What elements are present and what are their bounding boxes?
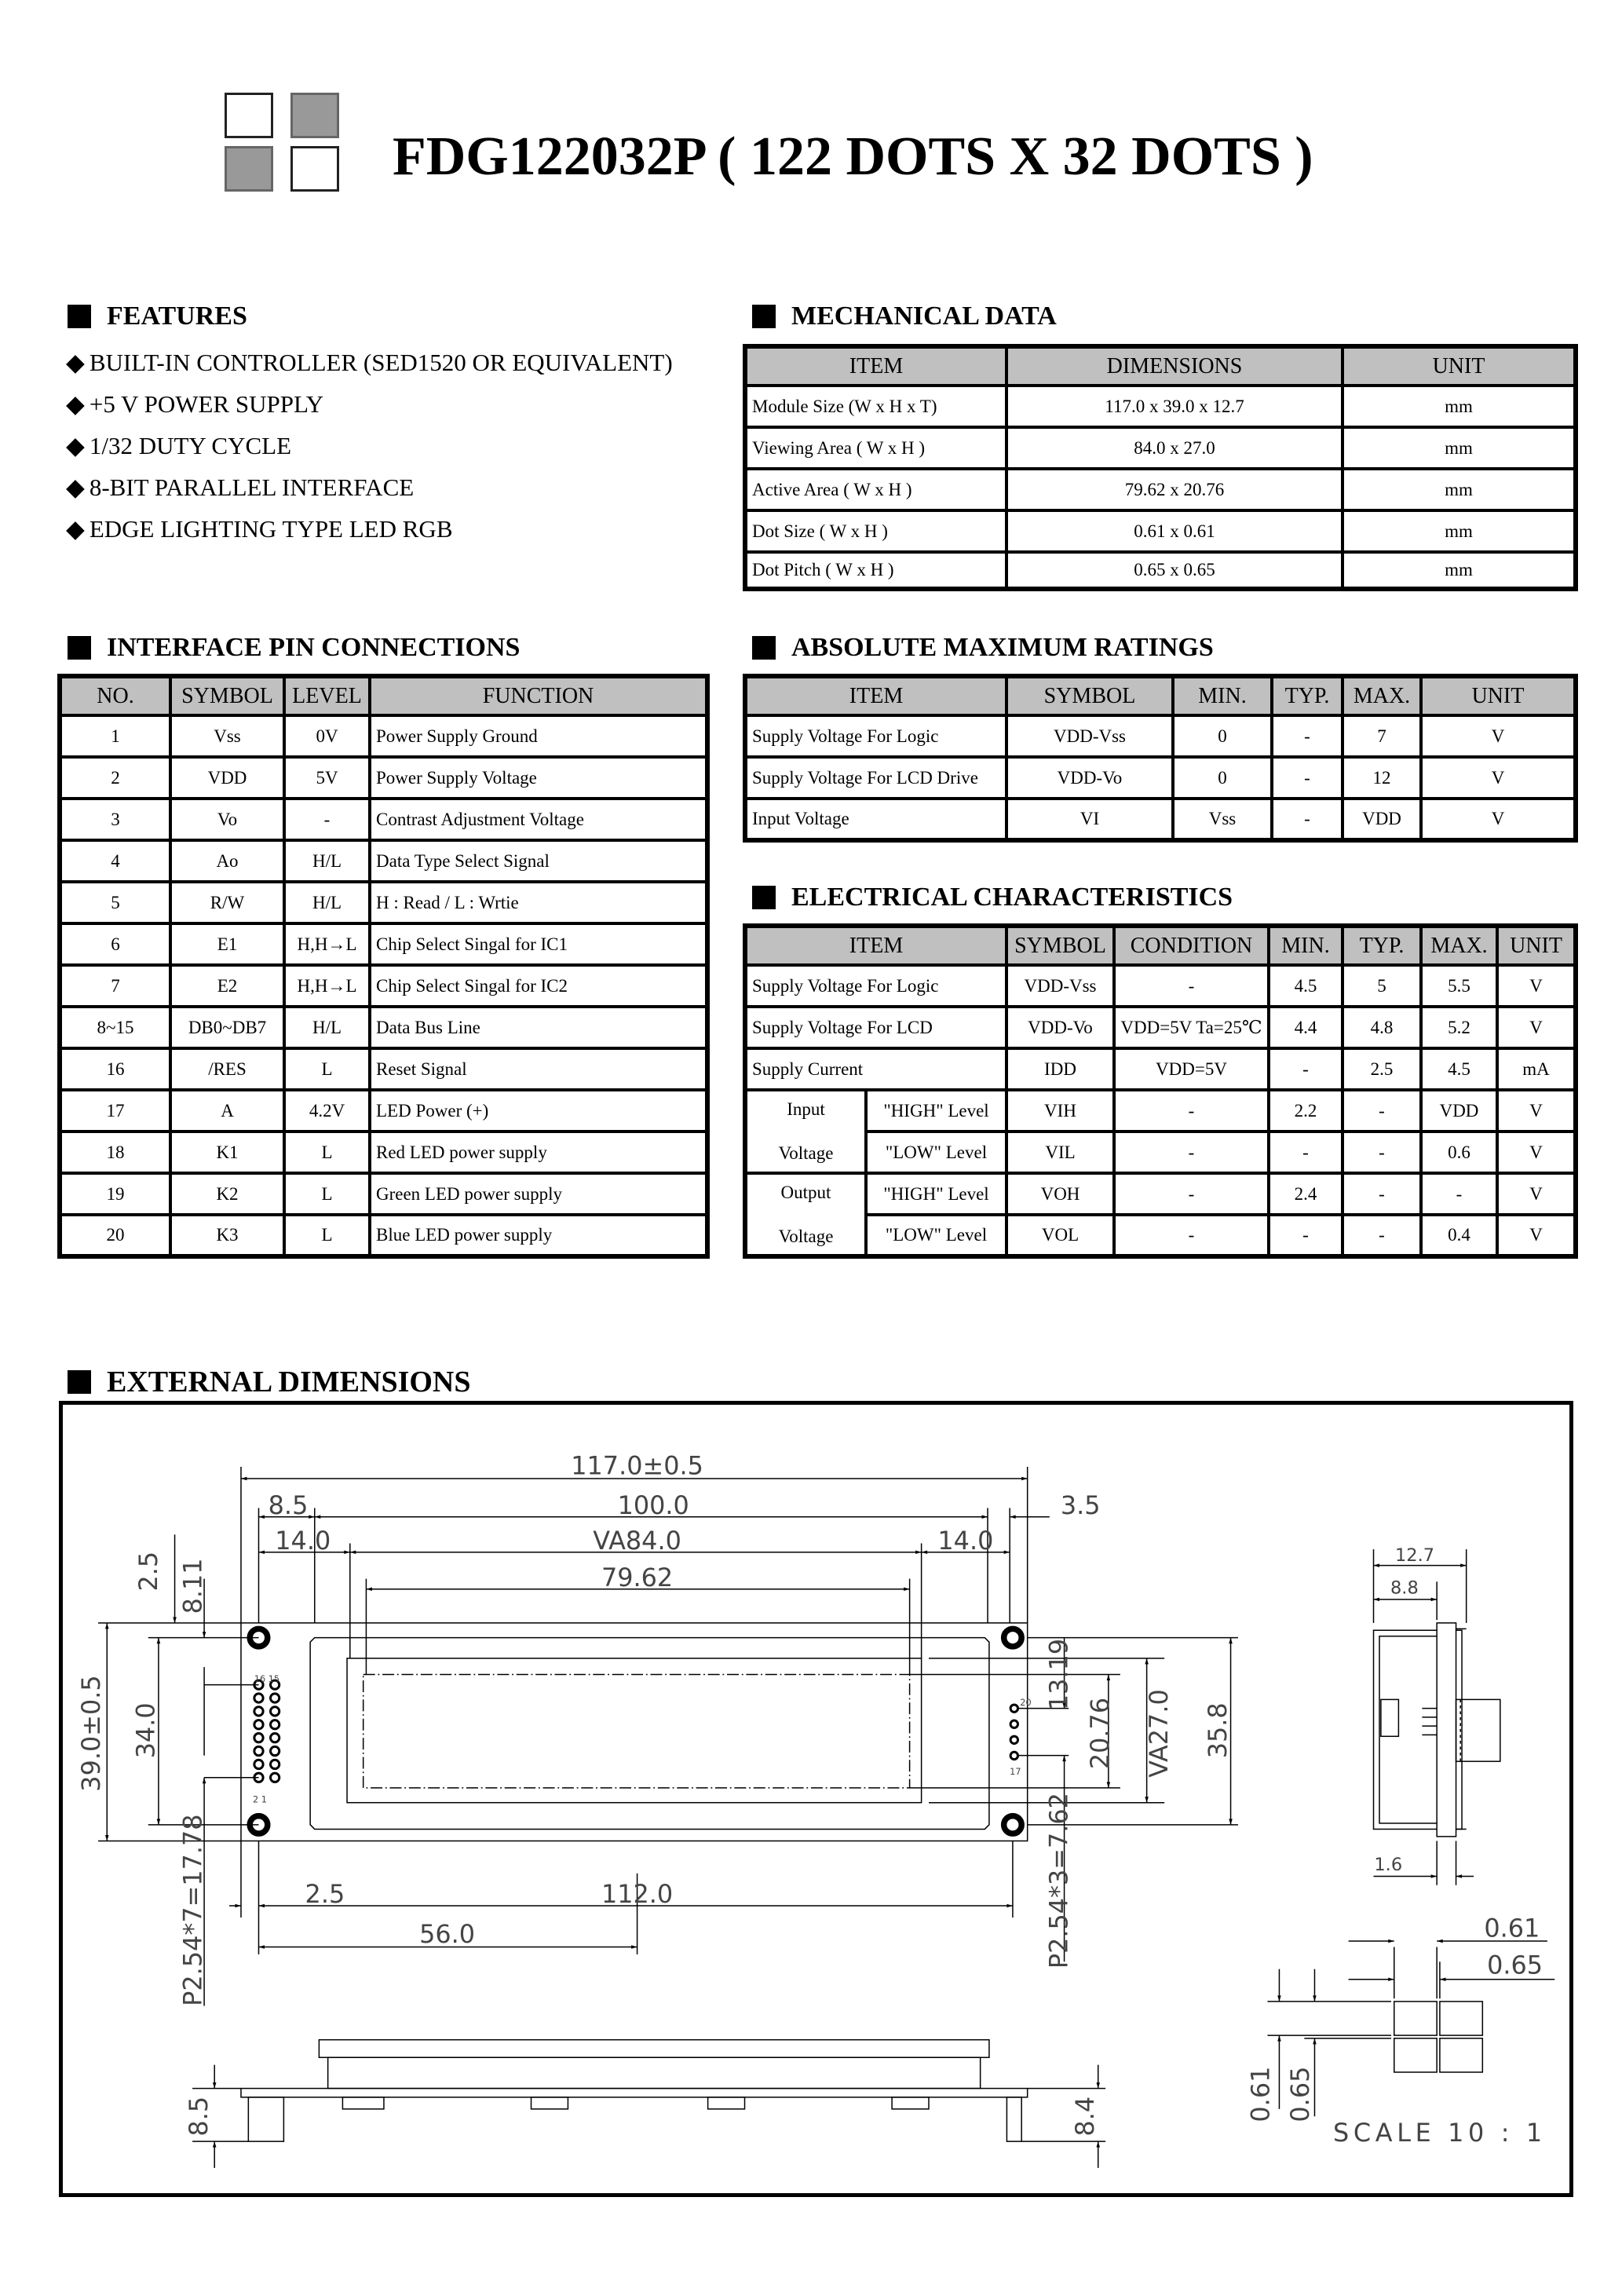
- logo-square: [290, 93, 339, 138]
- pin-hole: [270, 1760, 279, 1768]
- pin-hole: [254, 1694, 263, 1702]
- table-cell: -: [1272, 757, 1343, 799]
- table-row: [745, 799, 1576, 840]
- column-header: ITEM: [745, 346, 1006, 386]
- table-cell: VIL: [1006, 1132, 1114, 1173]
- table-cell: Dot Size ( W x H ): [745, 510, 1006, 552]
- external-dimensions-drawing: [59, 1401, 1573, 2197]
- table-row: [60, 1090, 707, 1132]
- table-cell: VIH: [1006, 1090, 1114, 1132]
- table-cell: 4.2V: [284, 1090, 370, 1132]
- table-cell: IDD: [1006, 1048, 1114, 1090]
- table-cell: Chip Select Singal for IC2: [370, 965, 707, 1007]
- right-side-view: [1374, 1549, 1500, 1885]
- features-heading-text: FEATURES: [107, 302, 247, 331]
- table-cell: 5: [1343, 965, 1421, 1007]
- column-header: MAX.: [1421, 926, 1497, 965]
- table-cell: Active Area ( W x H ): [745, 469, 1006, 510]
- header-row: [60, 676, 707, 715]
- table-cell: 2.5: [1343, 1048, 1421, 1090]
- table-cell: H/L: [284, 840, 370, 882]
- table-cell: H : Read / L : Wrtie: [370, 882, 707, 923]
- dimension-labels: [76, 1450, 1547, 2148]
- mechanical-heading: [752, 302, 1057, 331]
- table-cell: V: [1497, 1007, 1576, 1048]
- mechanical-heading-text: MECHANICAL DATA: [791, 302, 1057, 331]
- column-header: TYP.: [1272, 676, 1343, 715]
- table-cell: H,H→L: [284, 923, 370, 965]
- column-header: SYMBOL: [1006, 926, 1114, 965]
- dim-label: 112.0: [601, 1879, 674, 1910]
- table-cell: V: [1497, 1132, 1576, 1173]
- logo-square: [290, 146, 339, 192]
- dim-label: 79.62: [601, 1562, 674, 1592]
- feature-text: 1/32 DUTY CYCLE: [89, 432, 292, 459]
- table-row: [60, 1132, 707, 1173]
- header-row: [745, 676, 1576, 715]
- table-cell: K2: [170, 1173, 284, 1215]
- column-header: UNIT: [1497, 926, 1576, 965]
- bezel-outline: [310, 1638, 989, 1830]
- table-row: [745, 1215, 1576, 1256]
- table-cell: VDD=5V: [1114, 1048, 1269, 1090]
- table-cell: A: [170, 1090, 284, 1132]
- pin-label: 16 15: [254, 1673, 280, 1684]
- table-cell: 5V: [284, 757, 370, 799]
- feature-text: 8-BIT PARALLEL INTERFACE: [89, 473, 415, 501]
- square-bullet-icon: [68, 305, 91, 328]
- table-cell: 19: [60, 1173, 170, 1215]
- table-row: [60, 1048, 707, 1090]
- table-cell: VDD: [1343, 799, 1421, 840]
- table-cell: Blue LED power supply: [370, 1215, 707, 1256]
- table-row: [745, 386, 1576, 427]
- square-bullet-icon: [752, 305, 776, 328]
- table-cell: V: [1421, 799, 1576, 840]
- table-cell: Data Type Select Signal: [370, 840, 707, 882]
- dimension-drawing-svg: [63, 1405, 1569, 2193]
- table-cell: VI: [1006, 799, 1173, 840]
- table-cell: V: [1497, 1090, 1576, 1132]
- dim-label: P2.54*3=7.62: [1043, 1793, 1074, 1969]
- table-cell: Data Bus Line: [370, 1007, 707, 1048]
- diamond-bullet-icon: ◆: [66, 390, 85, 418]
- diamond-bullet-icon: ◆: [66, 515, 85, 543]
- pin-hole: [254, 1720, 263, 1729]
- pin-hole: [1010, 1720, 1017, 1727]
- dim-label: 2.5: [305, 1879, 345, 1910]
- table-row: [745, 552, 1576, 589]
- absmax-heading-text: ABSOLUTE MAXIMUM RATINGS: [791, 633, 1214, 662]
- table-cell: VDD-Vss: [1006, 715, 1173, 757]
- table-row: [60, 882, 707, 923]
- table-cell: mm: [1343, 552, 1576, 589]
- group-label-top: Input: [787, 1099, 825, 1119]
- dim-label: 8.4: [1070, 2096, 1101, 2137]
- table-cell: Reset Signal: [370, 1048, 707, 1090]
- column-header: FUNCTION: [370, 676, 707, 715]
- dim-label: 0.65: [1487, 1950, 1543, 1980]
- feature-text: BUILT-IN CONTROLLER (SED1520 OR EQUIVALENT): [89, 349, 673, 376]
- table-cell: 7: [60, 965, 170, 1007]
- table-cell: 79.62 x 20.76: [1006, 469, 1343, 510]
- pin-label: 2 1: [252, 1794, 267, 1805]
- table-cell: Module Size (W x H x T): [745, 386, 1006, 427]
- table-cell: Ao: [170, 840, 284, 882]
- item-cell: Supply Voltage For LCD: [745, 1007, 1006, 1048]
- dim-label: 12.7: [1394, 1545, 1435, 1567]
- table-row: [745, 469, 1576, 510]
- column-header: NO.: [60, 676, 170, 715]
- dim-label: 0.61: [1245, 2066, 1276, 2122]
- table-row: [745, 757, 1576, 799]
- table-cell: V: [1497, 965, 1576, 1007]
- mechanical-data-table: [743, 344, 1578, 591]
- table-cell: Input Voltage: [745, 799, 1006, 840]
- table-cell: mm: [1343, 386, 1576, 427]
- feature-item: [66, 349, 673, 377]
- column-header: MAX.: [1343, 676, 1421, 715]
- dim-label: 8.5: [268, 1490, 309, 1521]
- column-header: DIMENSIONS: [1006, 346, 1343, 386]
- table-cell: 1: [60, 715, 170, 757]
- table-cell: VDD=5V Ta=25℃: [1114, 1007, 1269, 1048]
- table-cell: Chip Select Singal for IC1: [370, 923, 707, 965]
- dim-label: 56.0: [419, 1918, 476, 1949]
- feature-text: EDGE LIGHTING TYPE LED RGB: [89, 515, 453, 543]
- dim-label: 117.0±0.5: [571, 1450, 703, 1481]
- table-cell: /RES: [170, 1048, 284, 1090]
- table-cell: L: [284, 1132, 370, 1173]
- dim-label: 20.76: [1084, 1697, 1115, 1770]
- dim-label: 8.11: [177, 1558, 208, 1614]
- pin-hole: [270, 1707, 279, 1716]
- column-header: ITEM: [745, 926, 1006, 965]
- table-row: [60, 923, 707, 965]
- absolute-max-ratings-table: [743, 674, 1578, 843]
- table-row: [60, 1215, 707, 1256]
- page-title: FDG122032P ( 122 DOTS X 32 DOTS ): [393, 126, 1313, 187]
- group-label-top: Output: [780, 1182, 831, 1202]
- table-row: [745, 1090, 1576, 1132]
- table-row: [745, 1132, 1576, 1173]
- table-cell: K3: [170, 1215, 284, 1256]
- pin-hole: [1010, 1705, 1017, 1712]
- table-cell: V: [1421, 715, 1576, 757]
- table-cell: Dot Pitch ( W x H ): [745, 552, 1006, 589]
- pin-hole: [270, 1773, 279, 1782]
- table-cell: VDD-Vo: [1006, 1007, 1114, 1048]
- table-cell: 18: [60, 1132, 170, 1173]
- table-cell: -: [1269, 1215, 1343, 1256]
- table-cell: 16: [60, 1048, 170, 1090]
- pin-hole: [254, 1734, 263, 1742]
- table-cell: 117.0 x 39.0 x 12.7: [1006, 386, 1343, 427]
- group-label-bottom: Voltage: [778, 1143, 834, 1163]
- table-row: [60, 840, 707, 882]
- pin-hole: [254, 1746, 263, 1755]
- pin-connections-table: [57, 674, 710, 1259]
- table-cell: -: [1272, 799, 1343, 840]
- table-cell: 2: [60, 757, 170, 799]
- pin-hole: [270, 1734, 279, 1742]
- table-cell: 7: [1343, 715, 1421, 757]
- item-cell: Supply Current: [745, 1048, 1006, 1090]
- header-row: [745, 346, 1576, 386]
- bottom-side-view: [192, 2040, 1105, 2168]
- feature-item: [66, 432, 291, 460]
- table-row: [60, 965, 707, 1007]
- diamond-bullet-icon: ◆: [66, 349, 85, 376]
- table-row: [745, 1048, 1576, 1090]
- pin-hole: [270, 1746, 279, 1755]
- table-row: [60, 799, 707, 840]
- dim-label: 8.5: [183, 2096, 214, 2137]
- dim-label: 14.0: [937, 1526, 994, 1556]
- dim-label: 34.0: [130, 1702, 161, 1759]
- column-header: MIN.: [1269, 926, 1343, 965]
- table-cell: -: [1114, 1132, 1269, 1173]
- group-label-bottom: Voltage: [778, 1226, 834, 1246]
- column-header: ITEM: [745, 676, 1006, 715]
- table-cell: -: [1343, 1090, 1421, 1132]
- table-row: [745, 510, 1576, 552]
- dim-label: P2.54*7=17.78: [177, 1814, 208, 2006]
- table-cell: mm: [1343, 469, 1576, 510]
- square-bullet-icon: [752, 636, 776, 660]
- column-header: SYMBOL: [170, 676, 284, 715]
- table-cell: H/L: [284, 1007, 370, 1048]
- table-cell: -: [1343, 1173, 1421, 1215]
- table-row: [745, 427, 1576, 469]
- table-cell: 4.4: [1269, 1007, 1343, 1048]
- dim-label: 13.19: [1043, 1638, 1074, 1711]
- features-heading: [68, 302, 247, 331]
- table-cell: V: [1421, 757, 1576, 799]
- table-cell: 3: [60, 799, 170, 840]
- pin-hole: [254, 1760, 263, 1768]
- table-cell: mA: [1497, 1048, 1576, 1090]
- sub-item-cell: "HIGH" Level: [866, 1173, 1006, 1215]
- item-cell: Supply Voltage For Logic: [745, 965, 1006, 1007]
- external-heading: [68, 1365, 471, 1399]
- table-cell: 4.8: [1343, 1007, 1421, 1048]
- dim-label: 0.61: [1484, 1913, 1540, 1943]
- table-row: [745, 1173, 1576, 1215]
- table-cell: 0: [1173, 715, 1272, 757]
- column-header: LEVEL: [284, 676, 370, 715]
- table-row: [745, 715, 1576, 757]
- table-cell: E1: [170, 923, 284, 965]
- table-cell: 8~15: [60, 1007, 170, 1048]
- table-cell: Vss: [1173, 799, 1272, 840]
- viewing-area: [347, 1658, 922, 1803]
- diamond-bullet-icon: ◆: [66, 432, 85, 459]
- table-cell: 5: [60, 882, 170, 923]
- dim-label: VA27.0: [1143, 1689, 1174, 1778]
- table-cell: Viewing Area ( W x H ): [745, 427, 1006, 469]
- group-cell: [745, 1173, 866, 1256]
- dim-label: 1.6: [1374, 1854, 1403, 1875]
- table-row: [60, 1173, 707, 1215]
- table-cell: mm: [1343, 427, 1576, 469]
- table-cell: VDD: [1421, 1090, 1497, 1132]
- table-cell: H,H→L: [284, 965, 370, 1007]
- dim-label: 0.65: [1284, 2066, 1315, 2122]
- logo-square: [225, 146, 273, 192]
- dim-label: 39.0±0.5: [75, 1675, 106, 1792]
- table-cell: K1: [170, 1132, 284, 1173]
- right-pin-header: [1010, 1705, 1017, 1760]
- table-cell: R/W: [170, 882, 284, 923]
- table-cell: VOL: [1006, 1215, 1114, 1256]
- square-bullet-icon: [752, 886, 776, 909]
- table-cell: -: [1114, 965, 1269, 1007]
- table-cell: -: [1114, 1090, 1269, 1132]
- electrical-characteristics-table: [743, 923, 1578, 1259]
- column-header: SYMBOL: [1006, 676, 1173, 715]
- table-cell: L: [284, 1173, 370, 1215]
- table-cell: Vo: [170, 799, 284, 840]
- feature-text: +5 V POWER SUPPLY: [89, 390, 324, 418]
- table-cell: -: [1114, 1173, 1269, 1215]
- table-cell: L: [284, 1048, 370, 1090]
- table-cell: Supply Voltage For Logic: [745, 715, 1006, 757]
- table-cell: -: [1269, 1132, 1343, 1173]
- table-cell: Supply Voltage For LCD Drive: [745, 757, 1006, 799]
- pin-hole: [1010, 1752, 1017, 1759]
- column-header: CONDITION: [1114, 926, 1269, 965]
- table-cell: 17: [60, 1090, 170, 1132]
- table-cell: LED Power (+): [370, 1090, 707, 1132]
- table-cell: E2: [170, 965, 284, 1007]
- table-cell: 4: [60, 840, 170, 882]
- logo-square: [225, 93, 273, 138]
- pins-heading: [68, 633, 520, 663]
- group-cell: [745, 1090, 866, 1173]
- active-area: [363, 1674, 910, 1787]
- diamond-bullet-icon: ◆: [66, 473, 85, 501]
- table-cell: Green LED power supply: [370, 1173, 707, 1215]
- table-row: [60, 1007, 707, 1048]
- pin-label: 20: [1020, 1697, 1032, 1708]
- table-cell: 0.65 x 0.65: [1006, 552, 1343, 589]
- pin-hole: [270, 1694, 279, 1702]
- dim-label: 3.5: [1060, 1490, 1101, 1521]
- table-row: [745, 965, 1576, 1007]
- sub-item-cell: "LOW" Level: [866, 1215, 1006, 1256]
- table-cell: V: [1497, 1173, 1576, 1215]
- table-cell: 0.6: [1421, 1132, 1497, 1173]
- table-cell: 20: [60, 1215, 170, 1256]
- sub-item-cell: "LOW" Level: [866, 1132, 1006, 1173]
- table-cell: -: [1272, 715, 1343, 757]
- external-heading-text: EXTERNAL DIMENSIONS: [107, 1366, 471, 1398]
- feature-item: [66, 515, 453, 543]
- table-cell: Contrast Adjustment Voltage: [370, 799, 707, 840]
- table-cell: -: [1269, 1048, 1343, 1090]
- square-bullet-icon: [68, 636, 91, 660]
- table-cell: 5.5: [1421, 965, 1497, 1007]
- table-cell: 6: [60, 923, 170, 965]
- electrical-heading: [752, 883, 1233, 912]
- table-cell: 4.5: [1269, 965, 1343, 1007]
- table-cell: 0: [1173, 757, 1272, 799]
- table-cell: DB0~DB7: [170, 1007, 284, 1048]
- dim-label: 2.5: [133, 1551, 164, 1592]
- dim-label: 35.8: [1202, 1702, 1233, 1759]
- dim-label: 14.0: [275, 1526, 331, 1556]
- left-pin-header: [254, 1680, 279, 1782]
- table-cell: 0V: [284, 715, 370, 757]
- table-cell: 2.4: [1269, 1173, 1343, 1215]
- column-header: TYP.: [1343, 926, 1421, 965]
- table-row: [60, 715, 707, 757]
- table-cell: -: [1343, 1132, 1421, 1173]
- table-cell: 5.2: [1421, 1007, 1497, 1048]
- column-header: UNIT: [1421, 676, 1576, 715]
- scale-label: SCALE 10 : 1: [1333, 2118, 1547, 2148]
- table-cell: VDD-Vo: [1006, 757, 1173, 799]
- electrical-heading-text: ELECTRICAL CHARACTERISTICS: [791, 883, 1233, 912]
- table-cell: 0.61 x 0.61: [1006, 510, 1343, 552]
- pin-hole: [270, 1720, 279, 1729]
- table-cell: -: [1421, 1173, 1497, 1215]
- table-cell: Power Supply Ground: [370, 715, 707, 757]
- table-cell: 12: [1343, 757, 1421, 799]
- column-header: UNIT: [1343, 346, 1576, 386]
- table-cell: VDD: [170, 757, 284, 799]
- table-row: [745, 1007, 1576, 1048]
- feature-item: [66, 473, 414, 502]
- table-cell: L: [284, 1215, 370, 1256]
- table-cell: Power Supply Voltage: [370, 757, 707, 799]
- table-cell: mm: [1343, 510, 1576, 552]
- dim-label: VA84.0: [593, 1526, 681, 1556]
- table-cell: Red LED power supply: [370, 1132, 707, 1173]
- pin-hole: [1010, 1736, 1017, 1743]
- column-header: MIN.: [1173, 676, 1272, 715]
- table-cell: -: [1343, 1215, 1421, 1256]
- table-cell: Vss: [170, 715, 284, 757]
- table-cell: VOH: [1006, 1173, 1114, 1215]
- table-row: [60, 757, 707, 799]
- table-cell: -: [284, 799, 370, 840]
- table-cell: V: [1497, 1215, 1576, 1256]
- sub-item-cell: "HIGH" Level: [866, 1090, 1006, 1132]
- table-cell: -: [1114, 1215, 1269, 1256]
- header-row: [745, 926, 1576, 965]
- table-cell: 84.0 x 27.0: [1006, 427, 1343, 469]
- square-bullet-icon: [68, 1370, 91, 1394]
- pins-heading-text: INTERFACE PIN CONNECTIONS: [107, 633, 521, 662]
- table-cell: 2.2: [1269, 1090, 1343, 1132]
- table-cell: H/L: [284, 882, 370, 923]
- absmax-heading: [752, 633, 1214, 663]
- dim-label: 8.8: [1390, 1578, 1419, 1599]
- feature-item: [66, 390, 323, 419]
- table-cell: VDD-Vss: [1006, 965, 1114, 1007]
- pin-hole: [254, 1707, 263, 1716]
- pin-label: 17: [1010, 1767, 1021, 1778]
- table-cell: 4.5: [1421, 1048, 1497, 1090]
- dim-label: 100.0: [617, 1490, 689, 1521]
- table-cell: 0.4: [1421, 1215, 1497, 1256]
